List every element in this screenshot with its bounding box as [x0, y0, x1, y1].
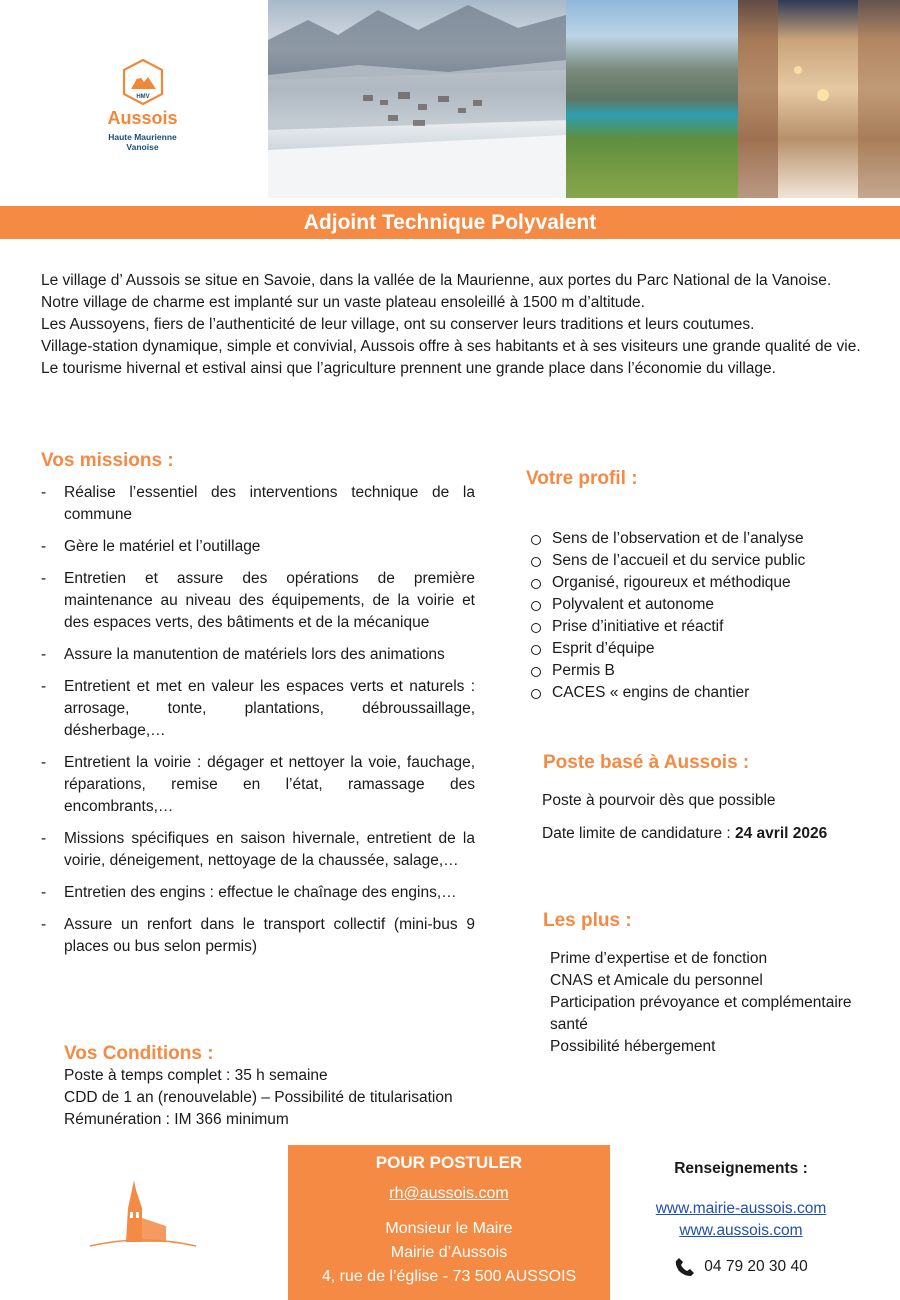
list-item: - Entretien et assure des opérations de première maintenance au niveau des équipements, de la voirie et des espaces verts, des bâtiments et de la mécanique [41, 568, 475, 634]
plus-heading: Les plus : [543, 910, 632, 931]
plus-block [550, 948, 890, 1058]
address-line: Monsieur le Maire [385, 1220, 513, 1237]
list-item: - Entretien des engins : effectue le chaînage des engins,… [41, 882, 475, 904]
mairie-website-link[interactable]: www.mairie-aussois.com [655, 1200, 827, 1217]
phone-icon [674, 1256, 696, 1278]
svg-text:HMV: HMV [135, 94, 150, 100]
aussois-website-link[interactable]: www.aussois.com [679, 1222, 803, 1239]
phone-number: 04 79 20 30 40 [704, 1258, 808, 1275]
missions-list [41, 482, 475, 968]
list-item: Organisé, rigoureux et méthodique [530, 572, 870, 594]
list-item: - Assure la manutention de matériels lors des animations [41, 644, 475, 666]
intro-section [41, 270, 861, 380]
list-item: - Missions spécifiques en saison hivernale, entretient de la voirie, déneigement, nettoyage de la chaussée, salage,… [41, 828, 475, 872]
brand-logo [95, 58, 190, 152]
profil-list [530, 528, 870, 704]
intro-text: Le village d’ Aussois se situe en Savoie, dans la vallée de la Maurienne, aux portes du Parc National de la Vanoise. Notre village de charme est implanté sur un vaste plateau ensoleillé à 1500 m d’altitude. Les Aussoyens, fiers de l’authenticité de leur village, ont su conserver leurs traditions et leurs coutumes. Village-station dynamique, simple et convivial, Aussois offre à ses habitants et à ses visiteurs une grande qualité de vie. Le tourisme hivernal et estival ainsi que l’agriculture prennent une grande place dans l’économie du village. [41, 272, 861, 377]
mountain-badge-icon [121, 58, 165, 106]
list-item: - Entretient la voirie : dégager et nettoyer la voie, fauchage, réparations, remise en l’état, ramassage des encombrants,… [41, 752, 475, 818]
plus-line: Participation prévoyance et complémentaire santé [550, 994, 852, 1033]
conditions-block [64, 1065, 453, 1131]
list-item: CACES « engins de chantier [530, 682, 870, 704]
list-item: Prise d’initiative et réactif [530, 616, 870, 638]
plus-line: Prime d’expertise et de fonction [550, 950, 768, 967]
conditions-line: CDD de 1 an (renouvelable) – Possibilité de titularisation [64, 1089, 453, 1106]
church-icon [88, 1178, 198, 1250]
conditions-heading: Vos Conditions : [64, 1043, 214, 1064]
title-banner [0, 206, 900, 239]
header-photo-strip [268, 0, 900, 198]
photo-mountain-lake [566, 0, 738, 198]
phone-row [630, 1256, 852, 1278]
list-item: Esprit d’équipe [530, 638, 870, 660]
apply-address [288, 1217, 610, 1289]
apply-email-link[interactable]: rh@aussois.com [389, 1185, 509, 1202]
address-line: Mairie d’Aussois [390, 1244, 508, 1261]
contact-title: Renseignements : [674, 1160, 808, 1177]
list-item: Polyvalent et autonome [530, 594, 870, 616]
logo-name: Aussois [107, 108, 178, 128]
apply-box [288, 1145, 610, 1300]
church-logo [88, 1178, 198, 1255]
contact-section [630, 1160, 852, 1278]
list-item: - Entretient et met en valeur les espaces verts et naturels : arrosage, tonte, plantations, débroussaillage, désherbage,… [41, 676, 475, 742]
poste-availability: Poste à pourvoir dès que possible [542, 792, 776, 809]
plus-line: CNAS et Amicale du personnel [550, 972, 763, 989]
list-item: Permis B [530, 660, 870, 682]
poste-deadline [542, 823, 827, 845]
list-item: - Gère le matériel et l’outillage [41, 536, 475, 558]
conditions-line: Rémunération : IM 366 minimum [64, 1111, 289, 1128]
address-line: 4, rue de l’église - 73 500 AUSSOIS [321, 1268, 577, 1285]
profil-heading: Votre profil : [526, 468, 638, 489]
missions-heading: Vos missions : [41, 450, 174, 471]
list-item: Sens de l’accueil et du service public [530, 550, 870, 572]
conditions-line: Poste à temps complet : 35 h semaine [64, 1067, 328, 1084]
logo-subtitle: Haute Maurienne Vanoise [108, 132, 177, 152]
photo-village-street [738, 0, 900, 198]
page-title: Adjoint Technique Polyvalent [303, 211, 597, 234]
deadline-value: 24 avril 2026 [735, 825, 828, 842]
photo-snowy-village [268, 0, 566, 198]
deadline-label: Date limite de candidature : [542, 825, 735, 842]
apply-title: POUR POSTULER [375, 1153, 523, 1172]
list-item: - Réalise l’essentiel des interventions technique de la commune [41, 482, 475, 526]
list-item: - Assure un renfort dans le transport collectif (mini-bus 9 places ou bus selon permis) [41, 914, 475, 958]
list-item: Sens de l’observation et de l’analyse [530, 528, 870, 550]
poste-heading: Poste basé à Aussois : [543, 752, 750, 773]
plus-line: Possibilité hébergement [550, 1038, 716, 1055]
